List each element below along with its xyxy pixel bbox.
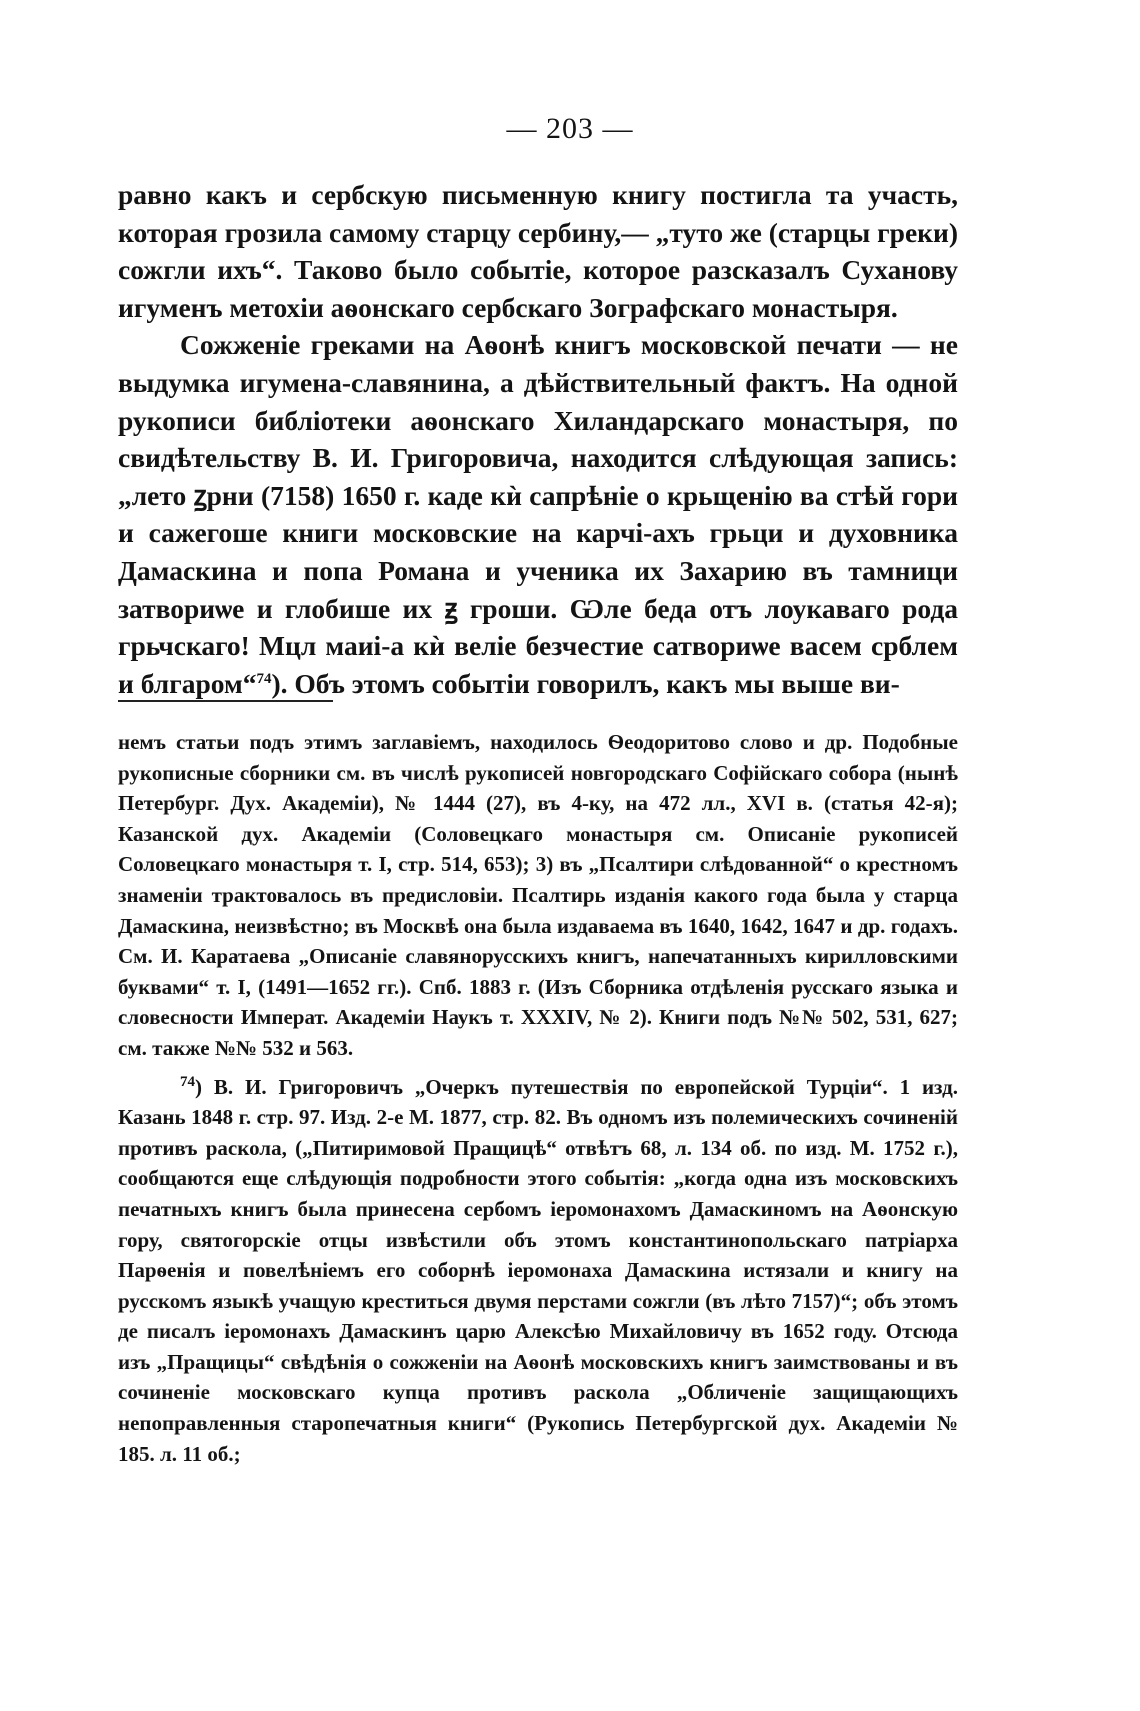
paragraph-2 [118, 326, 958, 702]
page-number: — 203 — [506, 112, 634, 145]
footnote-74 [118, 1072, 958, 1470]
footnote-separator [118, 700, 333, 702]
footnote-continuation: немъ статьи подъ этимъ заглавіемъ, находилось Ѳеодоритово слово и др. Подобные рукописные сборники см. въ числѣ рукописей новгородскаго Софійскаго собора (нынѣ Петербург. Дух. Академіи), № 1444 (27), въ 4-ку, на 472 лл., XVI в. (статья 42-я); Казанской дух. Академіи (Соловецкаго монастыря см. Описаніе рукописей Соловецкаго монастыря т. І, стр. 514, 653); 3) въ „Псалтири слѣдованной“ о крестномъ знаменіи трактовалось въ предисловіи. Псалтирь изданія какого года была у старца Дамаскина, неизвѣстно; въ Москвѣ она была издаваема въ 1640, 1642, 1647 и др. годахъ. См. И. Каратаева „Описаніе славянорусскихъ книгъ, напечатанныхъ кирилловскими буквами“ т. І, (1491—1652 гг.). Спб. 1883 г. (Изъ Сборника отдѣленія русскаго языка и словесности Императ. Академіи Наукъ т. XXXIV, № 2). Книги подъ №№ 502, 531, 627; см. также №№ 532 и 563. [118, 730, 958, 1060]
footnote-74-text: ) В. И. Григоровичъ „Очеркъ путешествія по европейской Турціи“. 1 изд. Казань 1848 г. стр. 97. Изд. 2-е М. 1877, стр. 82. Въ одномъ изъ полемическихъ сочиненій противъ раскола, („Питиримовой Пращицѣ“ отвѣтъ 68, л. 134 об. по изд. М. 1752 г.), сообщаются еще слѣдующія подробности этого событія: „когда одна изъ московскихъ печатныхъ книгъ была принесена сербомъ іеромонахомъ Дамаскиномъ на Аѳонскую гору, святогорскіе отцы извѣстили объ этомъ константинопольскаго патріарха Парѳенія и повелѣніемъ его соборнѣ іеромонаха Дамаскина истязали и книгу на русскомъ языкѣ учащую креститься двумя перстами сожгли (въ лѣто 7157)“; объ этомъ де писалъ іеромонахъ Дамаскинъ царю Алексѣю Михайловичу въ 1652 году. Отсюда изъ „Пращицы“ свѣдѣнія о сожженіи на Аѳонѣ московскихъ книгъ заимствованы и въ сочиненіе московскаго купца противъ раскола „Обличеніе защищающихъ непоправленныя старопечатныя книги“ (Рукопись Петербургской дух. Академіи № 185. л. 11 об.; [118, 1074, 958, 1466]
main-text [118, 176, 958, 702]
footnotes [118, 727, 958, 1469]
footnote-reference-74: 74 [256, 670, 272, 687]
paragraph-1: равно какъ и сербскую письменную книгу постигла та участь, которая грозила самому старцу сербину,— „туто же (старцы греки) сожгли ихъ“. Таково было событіе, которое разсказалъ Суханову игуменъ метохіи аѳонскаго сербскаго Зографскаго монастыря. [118, 179, 958, 323]
paragraph-2-tail: ). Объ этомъ событіи говорилъ, какъ мы выше ви- [271, 667, 900, 699]
footnote-74-mark: 74 [180, 1073, 195, 1090]
paragraph-2-text: Сожженіе греками на Аѳонѣ книгъ московской печати — не выдумка игумена-славянина, а дѣйствительный фактъ. На одной рукописи библіотеки аѳонскаго Хиландарскаго монастыря, по свидѣтельству В. И. Григоровича, находится слѣдующая запись: „лето ꙁрни (7158) 1650 г. каде кѝ сапрѣніе о крьщенію ва стѣй гори и сажегоше книги московские на карчі-ахъ грьци и духовника Дамаскина и попа Романа и ученика их Захарию въ тамници затвориѡе и глобише их ꙃ гроши. Ѡле беда отъ лоукаваго рода грьчскаго! Мцл маиі-а кѝ веліе безчестие сатвориѡе васем срблем и блгаром“ [118, 329, 958, 699]
